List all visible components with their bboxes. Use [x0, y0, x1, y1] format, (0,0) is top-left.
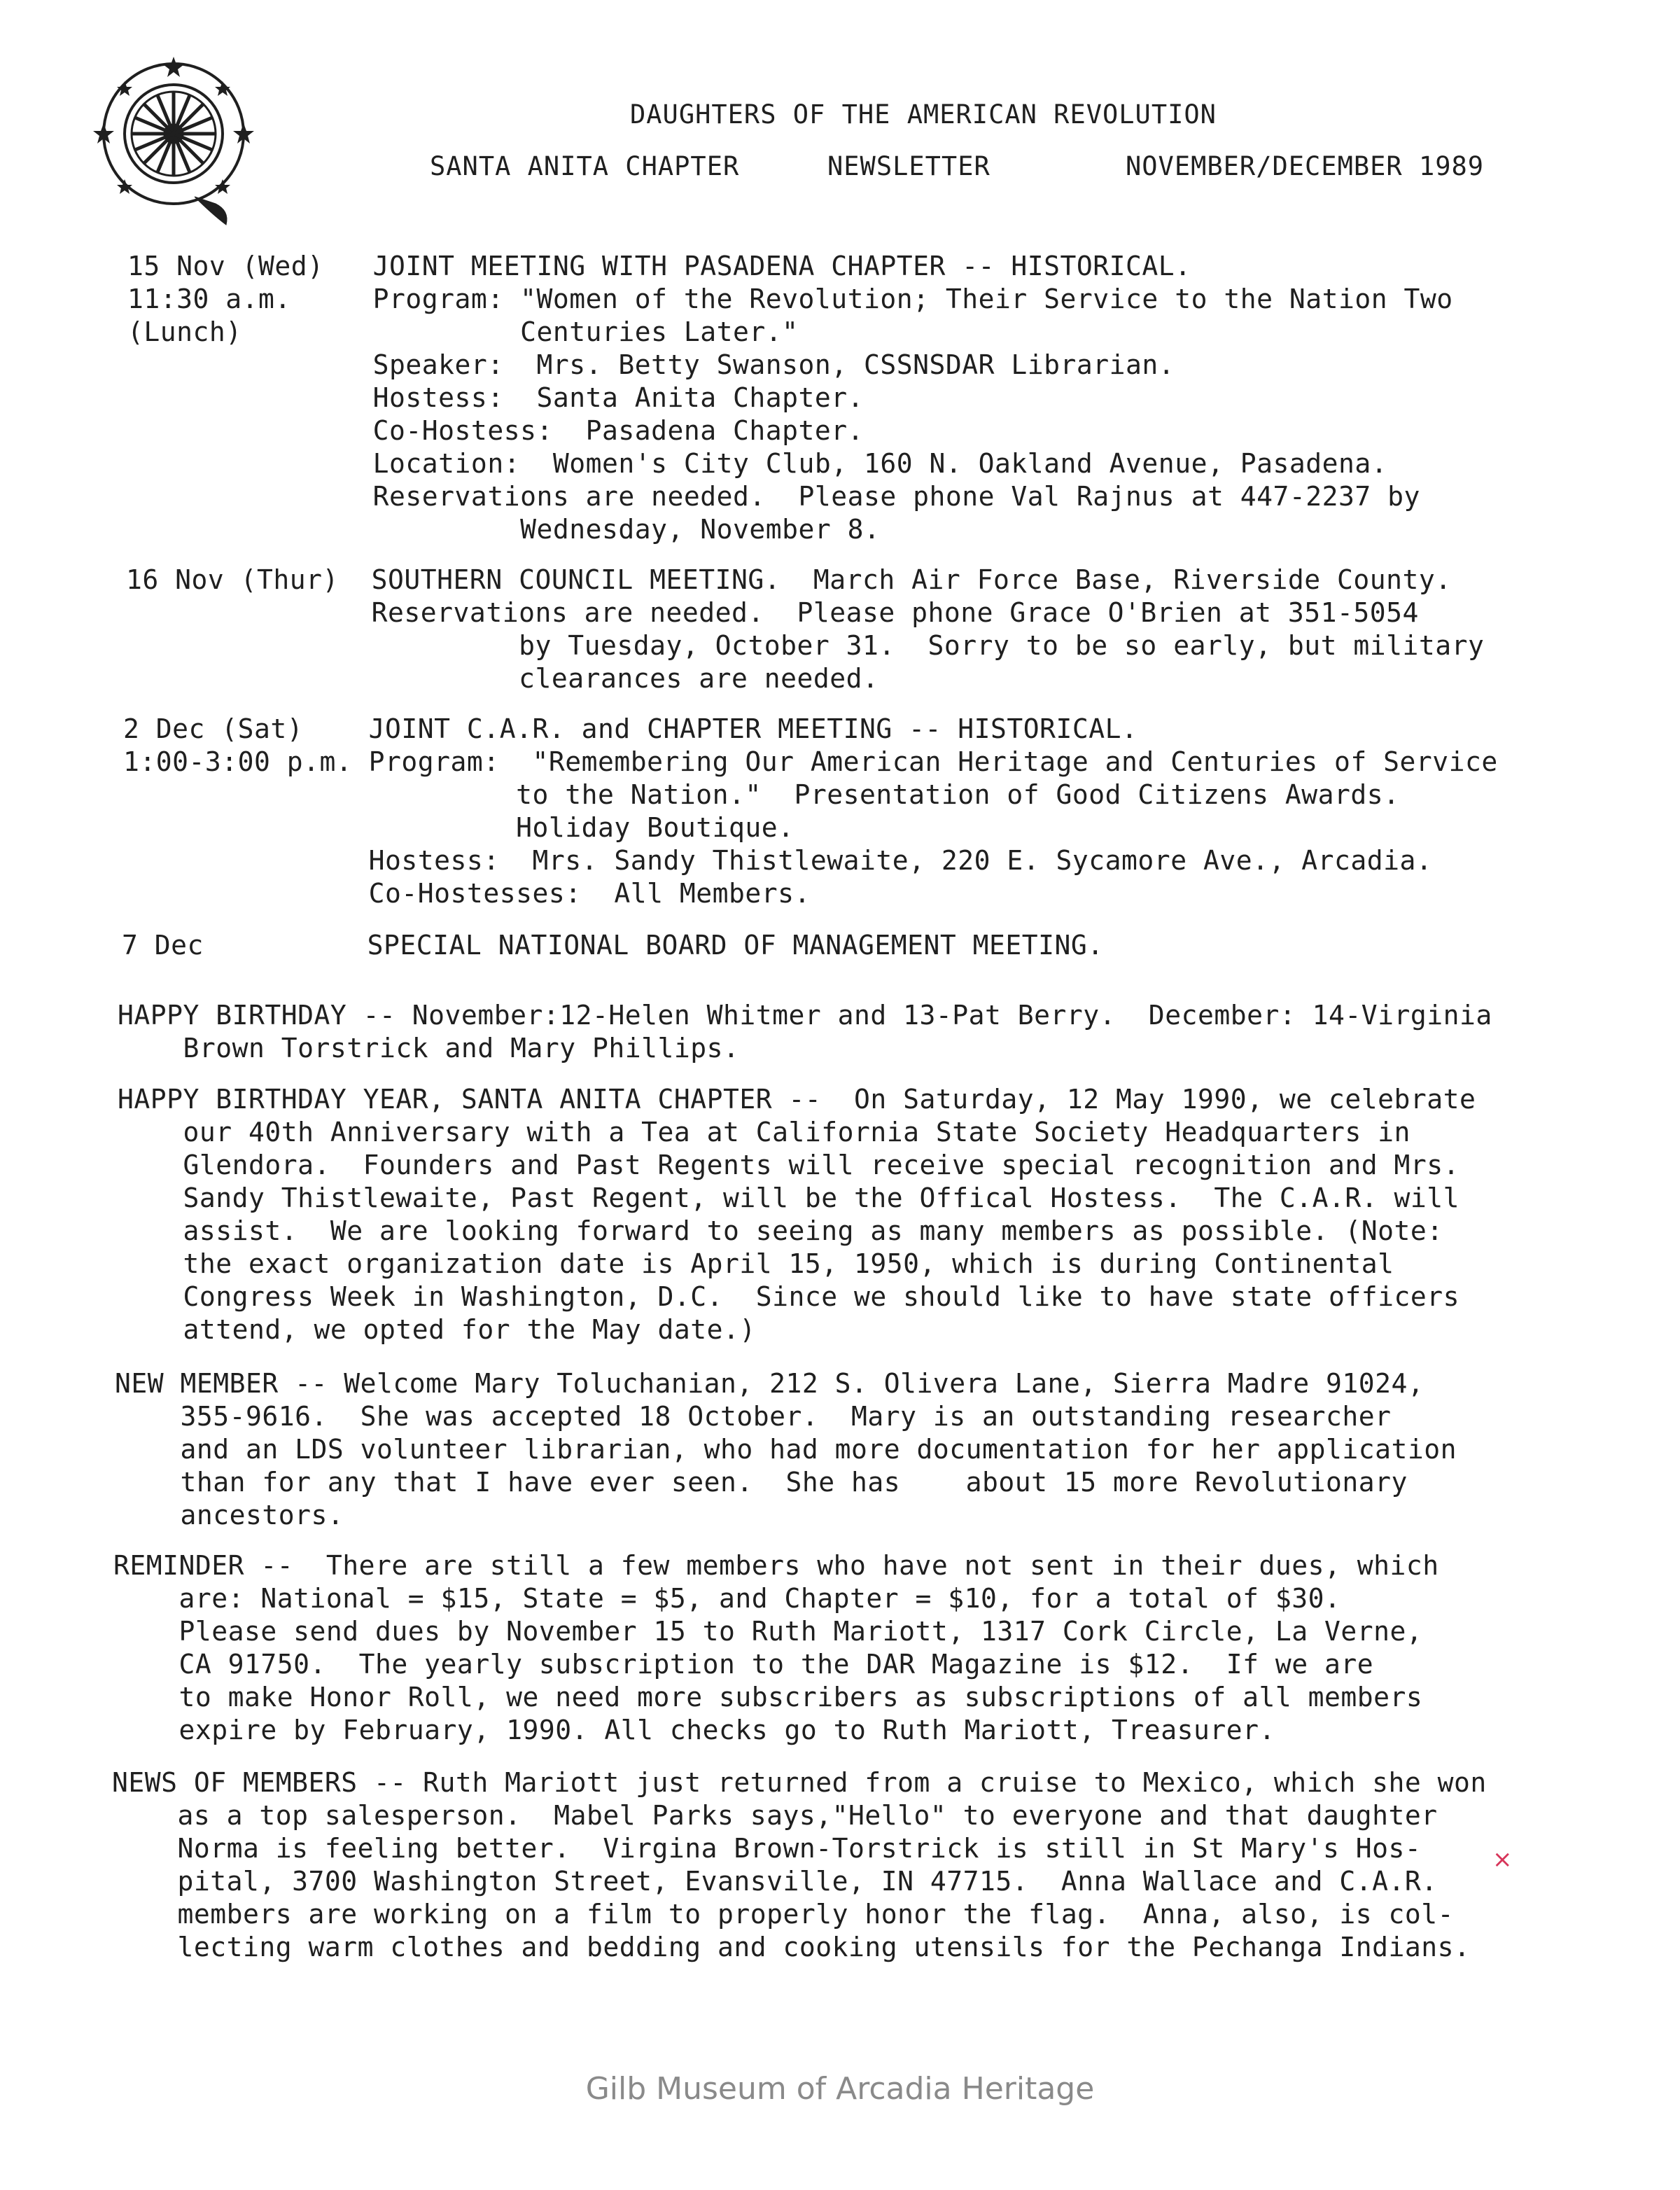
- text-line: than for any that I have ever seen. She has about 15 more Revolutionary: [115, 1467, 1408, 1498]
- text-line: NEWS OF MEMBERS -- Ruth Mariott just returned from a cruise to Mexico, which she won: [112, 1767, 1487, 1798]
- text-line: assist. We are looking forward to seeing as many members as possible. (Note:: [118, 1215, 1443, 1246]
- handwritten-mark: ×: [1492, 1846, 1513, 1874]
- text-line: CA 91750. The yearly subscription to the DAR Magazine is $12. If we are: [113, 1649, 1374, 1680]
- text-line: 15 Nov (Wed) JOINT MEETING WITH PASADENA CHAPTER -- HISTORICAL.: [127, 251, 1191, 281]
- text-line: ancestors.: [115, 1500, 344, 1530]
- text-line: Wednesday, November 8.: [127, 514, 881, 545]
- text-line: 2 Dec (Sat) JOINT C.A.R. and CHAPTER MEETING -- HISTORICAL.: [123, 713, 1138, 744]
- text-line: are: National = $15, State = $5, and Chapter = $10, for a total of $30.: [113, 1583, 1341, 1614]
- text-line: Reservations are needed. Please phone Val Rajnus at 447-2237 by: [127, 481, 1420, 512]
- text-line: Norma is feeling better. Virgina Brown-Torstrick is still in St Mary's Hos-: [112, 1833, 1422, 1864]
- text-line: to the Nation." Presentation of Good Citizens Awards.: [123, 779, 1400, 810]
- text-line: as a top salesperson. Mabel Parks says,"Hello" to everyone and that daughter: [112, 1800, 1438, 1831]
- text-line: Holiday Boutique.: [123, 812, 794, 843]
- text-line: the exact organization date is April 15, 1950, which is during Continental: [118, 1248, 1394, 1279]
- text-line: lecting warm clothes and bedding and cooking utensils for the Pechanga Indians.: [112, 1932, 1471, 1962]
- text-line: HAPPY BIRTHDAY YEAR, SANTA ANITA CHAPTER -- On Saturday, 12 May 1990, we celebrate: [118, 1084, 1476, 1115]
- text-line: (Lunch) Centuries Later.": [127, 316, 799, 347]
- text-line: Co-Hostess: Pasadena Chapter.: [127, 415, 864, 446]
- text-line: Reservations are needed. Please phone Grace O'Brien at 351-5054: [126, 597, 1419, 628]
- text-line: attend, we opted for the May date.): [118, 1314, 756, 1345]
- text-line: Glendora. Founders and Past Regents will receive special recognition and Mrs.: [118, 1150, 1460, 1180]
- dar-insignia-logo: [90, 53, 265, 235]
- text-line: Brown Torstrick and Mary Phillips.: [118, 1033, 740, 1063]
- text-line: 355-9616. She was accepted 18 October. Mary is an outstanding researcher: [115, 1401, 1392, 1432]
- text-line: and an LDS volunteer librarian, who had more documentation for her application: [115, 1434, 1457, 1465]
- text-line: NEW MEMBER -- Welcome Mary Toluchanian, 212 S. Olivera Lane, Sierra Madre 91024,: [115, 1368, 1424, 1399]
- org-title: DAUGHTERS OF THE AMERICAN REVOLUTION: [630, 99, 1217, 130]
- text-line: Hostess: Mrs. Sandy Thistlewaite, 220 E. Sycamore Ave., Arcadia.: [123, 845, 1433, 876]
- text-line: REMINDER -- There are still a few members who have not sent in their dues, which: [113, 1550, 1439, 1581]
- text-line: Sandy Thistlewaite, Past Regent, will be the Offical Hostess. The C.A.R. will: [118, 1183, 1460, 1213]
- text-line: Hostess: Santa Anita Chapter.: [127, 382, 864, 413]
- text-line: 16 Nov (Thur) SOUTHERN COUNCIL MEETING. March Air Force Base, Riverside County.: [126, 564, 1452, 595]
- chapter-name: SANTA ANITA CHAPTER: [430, 151, 740, 181]
- text-line: by Tuesday, October 31. Sorry to be so early, but military: [126, 630, 1485, 661]
- text-line: expire by February, 1990. All checks go to Ruth Mariott, Treasurer.: [113, 1715, 1275, 1745]
- text-line: Location: Women's City Club, 160 N. Oakland Avenue, Pasadena.: [127, 448, 1388, 479]
- newsletter-date: NOVEMBER/DECEMBER 1989: [1126, 151, 1485, 181]
- text-line: 1:00-3:00 p.m. Program: "Remembering Our American Heritage and Centuries of Service: [123, 746, 1498, 777]
- newsletter-label: NEWSLETTER: [827, 151, 990, 181]
- text-line: Congress Week in Washington, D.C. Since we should like to have state officers: [118, 1281, 1460, 1312]
- text-line: 7 Dec SPECIAL NATIONAL BOARD OF MANAGEMENT MEETING.: [122, 930, 1104, 961]
- text-line: to make Honor Roll, we need more subscribers as subscriptions of all members: [113, 1682, 1423, 1713]
- text-line: Co-Hostesses: All Members.: [123, 878, 811, 909]
- text-line: pital, 3700 Washington Street, Evansville, IN 47715. Anna Wallace and C.A.R.: [112, 1866, 1438, 1897]
- text-line: our 40th Anniversary with a Tea at California State Society Headquarters in: [118, 1117, 1410, 1148]
- text-line: clearances are needed.: [126, 663, 879, 694]
- text-line: Speaker: Mrs. Betty Swanson, CSSNSDAR Librarian.: [127, 349, 1175, 380]
- text-line: members are working on a film to properly honor the flag. Anna, also, is col-: [112, 1899, 1454, 1930]
- text-line: 11:30 a.m. Program: "Women of the Revolution; Their Service to the Nation Two: [127, 284, 1453, 314]
- text-line: Please send dues by November 15 to Ruth Mariott, 1317 Cork Circle, La Verne,: [113, 1616, 1423, 1647]
- text-line: HAPPY BIRTHDAY -- November:12-Helen Whitmer and 13-Pat Berry. December: 14-Virginia: [118, 1000, 1492, 1031]
- museum-watermark: Gilb Museum of Arcadia Heritage: [585, 2071, 1095, 2107]
